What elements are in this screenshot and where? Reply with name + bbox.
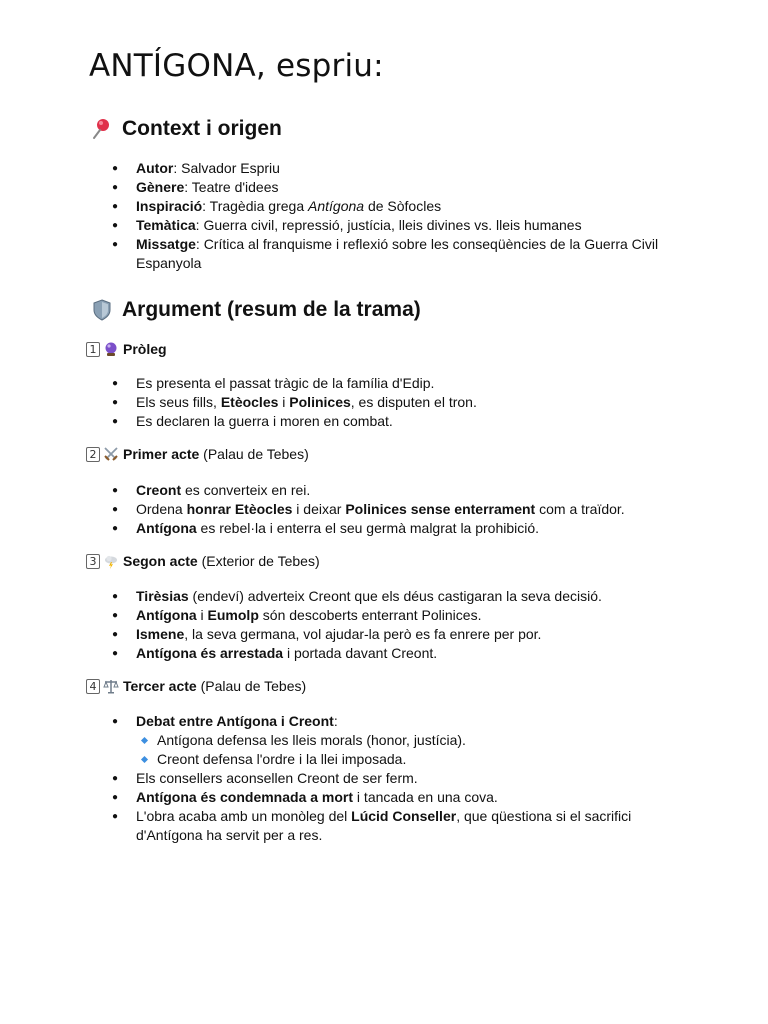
list-item: ● Gènere: Teatre d'idees xyxy=(112,178,672,197)
list-item: ● Es presenta el passat tràgic de la família d'Edip. xyxy=(112,374,672,393)
document-title: ANTÍGONA, espriu: xyxy=(89,48,384,84)
storm-cloud-icon xyxy=(103,553,119,569)
number-key-2: 2 xyxy=(86,447,100,462)
subsection-heading-segon-acte: 3 Segon acte (Exterior de Tebes) xyxy=(86,553,320,569)
list-item: ● Ordena honrar Etèocles i deixar Polinices sense enterrament com a traïdor. xyxy=(112,500,672,519)
list-item: ● Antígona es rebel·la i enterra el seu germà malgrat la prohibició. xyxy=(112,519,672,538)
segon-acte-list xyxy=(112,587,672,663)
pushpin-icon xyxy=(90,117,114,141)
subsection-heading-tercer-acte: 4 Tercer acte (Palau de Tebes) xyxy=(86,678,306,694)
context-list xyxy=(112,159,672,273)
section-heading-text: Context i origen xyxy=(122,117,282,140)
list-item: ● Autor: Salvador Espriu xyxy=(112,159,672,178)
list-item: ● Debat entre Antígona i Creont: Antígona defensa les lleis morals (honor, justícia). Creont defensa l'ordre i la llei imposada. xyxy=(112,712,672,769)
balance-scale-icon xyxy=(103,678,119,694)
section-heading-argument xyxy=(90,298,421,322)
section-heading-text: Argument (resum de la trama) xyxy=(122,298,421,321)
list-item: ● Inspiració: Tragèdia grega Antígona de Sòfocles xyxy=(112,197,672,216)
shield-icon xyxy=(90,298,114,322)
list-item: ● Antígona i Eumolp són descoberts enterrant Polinices. xyxy=(112,606,672,625)
subsection-heading-primer-acte: 2 Primer acte (Palau de Tebes) xyxy=(86,446,309,462)
crossed-swords-icon xyxy=(103,446,119,462)
list-item: ● Creont es converteix en rei. xyxy=(112,481,672,500)
tercer-acte-list xyxy=(112,712,672,845)
list-item: ● Missatge: Crítica al franquisme i reflexió sobre les conseqüències de la Guerra Civil Espanyola xyxy=(112,235,672,273)
list-item: ● Tirèsias (endeví) adverteix Creont que els déus castigaran la seva decisió. xyxy=(112,587,672,606)
list-item: ● Antígona és arrestada i portada davant Creont. xyxy=(112,644,672,663)
list-item: ● Els consellers aconsellen Creont de ser ferm. xyxy=(112,769,672,788)
list-item: ● L'obra acaba amb un monòleg del Lúcid Conseller, que qüestiona si el sacrifici d'Antígona ha servit per a res. xyxy=(112,807,672,845)
list-item: ● Els seus fills, Etèocles i Polinices, es disputen el tron. xyxy=(112,393,672,412)
list-item: ● Es declaren la guerra i moren en combat. xyxy=(112,412,672,431)
crystal-ball-icon xyxy=(103,341,119,357)
section-heading-context xyxy=(90,117,282,141)
nested-list xyxy=(136,731,672,769)
list-item: ● Ismene, la seva germana, vol ajudar-la però es fa enrere per por. xyxy=(112,625,672,644)
subsection-heading-proleg: 1 Pròleg xyxy=(86,341,167,357)
primer-acte-list xyxy=(112,481,672,538)
nested-list-item: Antígona defensa les lleis morals (honor, justícia). xyxy=(136,731,672,750)
number-key-3: 3 xyxy=(86,554,100,569)
number-key-1: 1 xyxy=(86,342,100,357)
proleg-list xyxy=(112,374,672,431)
number-key-4: 4 xyxy=(86,679,100,694)
list-item: ● Antígona és condemnada a mort i tancada en una cova. xyxy=(112,788,672,807)
nested-list-item: Creont defensa l'ordre i la llei imposada. xyxy=(136,750,672,769)
list-item: ● Temàtica: Guerra civil, repressió, justícia, lleis divines vs. lleis humanes xyxy=(112,216,672,235)
